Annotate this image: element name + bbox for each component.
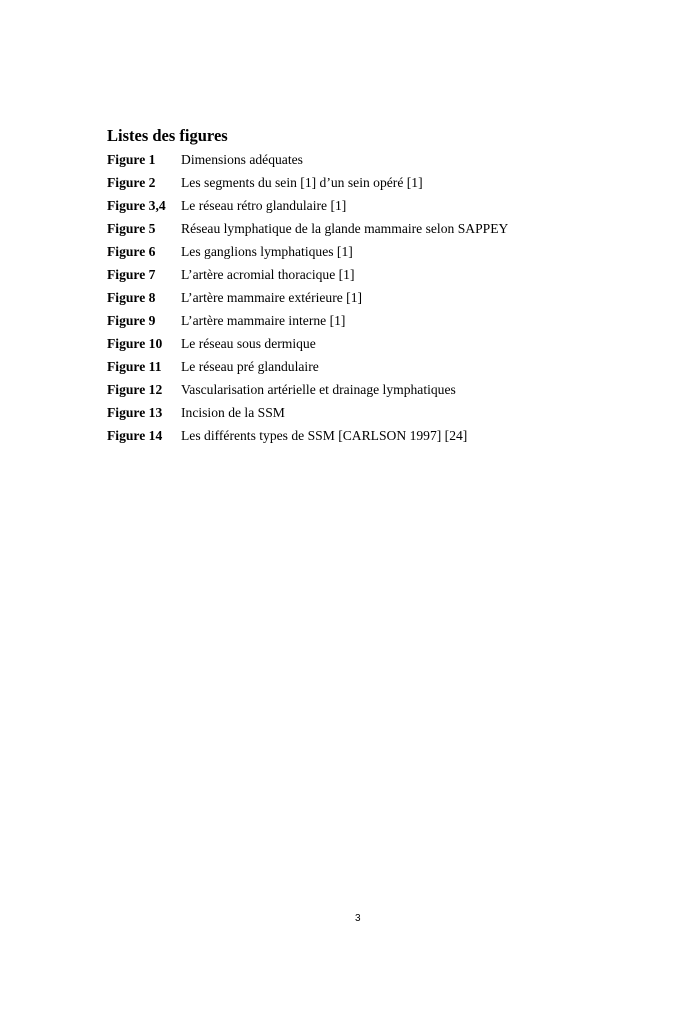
figure-label: Figure 2 [107, 175, 156, 190]
figure-description: Incision de la SSM [181, 405, 285, 420]
figure-label: Figure 9 [107, 313, 156, 328]
figure-label: Figure 11 [107, 359, 162, 374]
figure-description: Réseau lymphatique de la glande mammaire selon SAPPEY [181, 221, 509, 236]
figure-description: Le réseau pré glandulaire [181, 359, 319, 374]
figure-description: Les différents types de SSM [CARLSON 1997] [24] [181, 428, 468, 443]
figure-description: L’artère mammaire extérieure [1] [181, 290, 363, 305]
figure-description: Les segments du sein [1] d’un sein opéré [1] [181, 175, 423, 190]
figure-label: Figure 14 [107, 428, 163, 443]
figure-label: Figure 12 [107, 382, 163, 397]
figure-description: Dimensions adéquates [181, 152, 303, 167]
figure-label: Figure 13 [107, 405, 163, 420]
figure-description: Le réseau sous dermique [181, 336, 316, 351]
page-number: 3 [355, 913, 361, 924]
figure-label: Figure 6 [107, 244, 156, 259]
list-title: Listes des figures [107, 126, 228, 145]
figure-description: Vascularisation artérielle et drainage lymphatiques [181, 382, 456, 397]
figure-label: Figure 8 [107, 290, 156, 305]
figure-description: Le réseau rétro glandulaire [1] [181, 198, 347, 213]
figure-label: Figure 1 [107, 152, 156, 167]
figure-label: Figure 5 [107, 221, 156, 236]
figure-description: L’artère acromial thoracique [1] [181, 267, 355, 282]
figure-label: Figure 10 [107, 336, 163, 351]
figure-label: Figure 3,4 [107, 198, 166, 213]
figure-description: L’artère mammaire interne [1] [181, 313, 346, 328]
figure-label: Figure 7 [107, 267, 156, 282]
figure-description: Les ganglions lymphatiques [1] [181, 244, 353, 259]
